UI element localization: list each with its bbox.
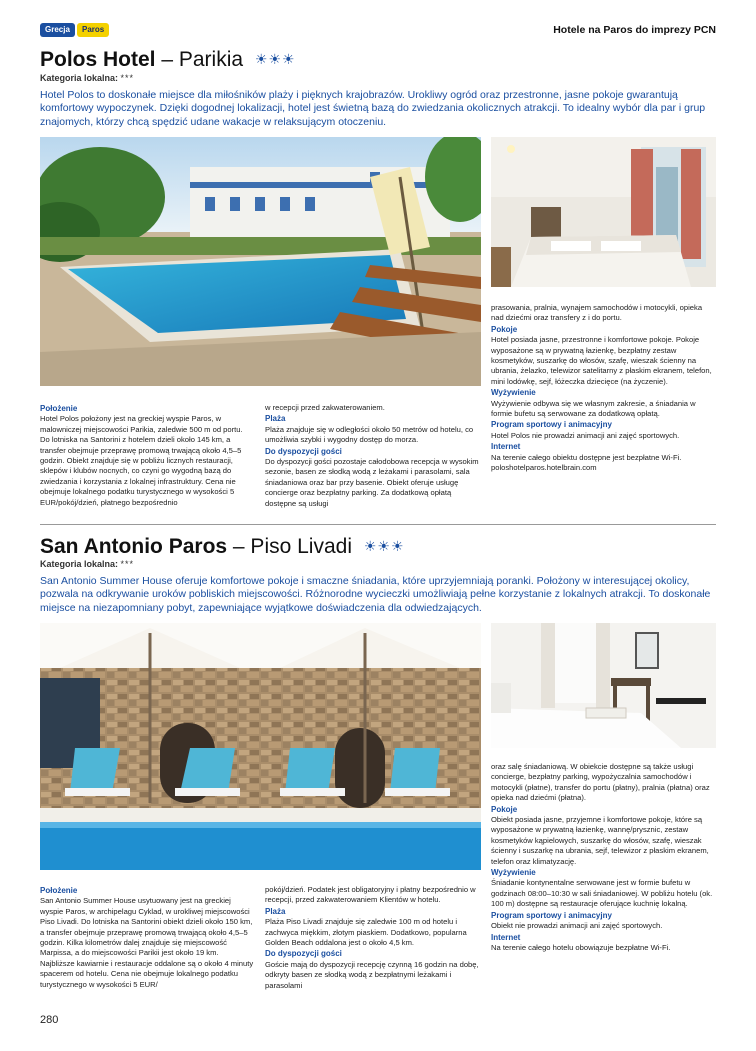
category-stars: *** <box>120 73 135 83</box>
text-column <box>265 403 479 509</box>
room-photo <box>491 137 716 287</box>
hotel-intro: Hotel Polos to doskonałe miejsce dla miłośników plaży i pięknych krajobrazów. Urokliwy ogród oraz przestronne, jasne pokoje gwarantują komfortowy wypoczynek. Dzięki dogodnej lokalizacji, hotel jest świetną bazą do zwiedzania okolicznych atrakcji. To idealny wybór dla par i grup znajomych, którzy chcą spędzić udane wakacje w relaksującym otoczeniu. <box>40 89 706 128</box>
sun-rating-icon: ☀☀☀ <box>254 51 296 67</box>
sun-rating-icon: ☀☀☀ <box>363 538 405 554</box>
hotel-website[interactable]: poloshotelparos.hotelbrain.com <box>491 463 597 473</box>
text-column <box>40 885 254 990</box>
paragraph: Hotel Polos nie prowadzi animacji ani zajęć sportowych. <box>491 430 680 440</box>
category-label: Kategoria lokalna: <box>40 559 119 569</box>
paragraph: Obiekt posiada jasne, przyjemne i komfortowe pokoje, które są wyposażone w prywatną łazienkę, wannę/prysznic, zestaw kosmetyków kąpielowych, suszarkę do włosów, szafę, wieszak ścienny i suszarkę na ubrania, sejf, telewizor z płaskim ekranem, telefon oraz klimatyzację. <box>491 815 709 866</box>
pool-photo <box>40 623 481 870</box>
paragraph: Plaża Piso Livadi znajduje się zaledwie 100 m od hotelu i zachwyca miękkim, złotym piaskiem. Dodatkowo, popularna Golden Beach oddalona jest o około 4,5 km. <box>265 917 467 948</box>
paragraph: Na terenie całego obiektu dostępne jest bezpłatne Wi-Fi. <box>491 452 682 462</box>
paragraph: pokój/dzień. Podatek jest obligatoryjny i płatny bezpośrednio w recepcji, przed zakwaterowaniem Klientów w hotelu. <box>265 885 476 905</box>
section-heading: Wyżywienie <box>491 868 536 878</box>
section-heading: Do dyspozycji gości <box>265 949 342 959</box>
text-column <box>491 303 716 474</box>
paragraph: prasowania, pralnia, wynajem samochodów i motocykli, opieka nad dziećmi oraz transfery z i do portu. <box>491 303 703 323</box>
section-heading: Program sportowy i animacyjny <box>491 910 612 920</box>
paragraph: Plaża znajduje się w odległości około 50 metrów od hotelu, co umożliwia szybki i wygodny dostęp do morza. <box>265 424 474 445</box>
text-column <box>40 403 254 508</box>
paragraph: San Antonio Summer House usytuowany jest na greckiej wyspie Paros, w archipelagu Cyklad, w urokliwej miejscowości Piso Livadi. Do lotniska na Santorini obiekt dzieli około 150 km, a transfer obejmuje przeprawę promową trwającą około 4,5–5 godzin. Kilka kilometrów dalej znajduje się miejscowość Marpissa, a do miejscowości Parikii jest około 19 km. Najbliższe kawiarnie i restauracje oddalone są o około 4 minuty spacerem od hotelu. Cena nie obejmuje lokalnego podatku turystycznego w wysokości 5 EUR/ <box>40 896 254 989</box>
hotel-title <box>40 534 405 559</box>
hotel-location: – Piso Livadi <box>232 535 352 558</box>
section-heading: Program sportowy i animacyjny <box>491 420 612 430</box>
paragraph: Obiekt nie prowadzi animacji ani zajęć sportowych. <box>491 921 663 931</box>
local-category <box>40 73 134 83</box>
section-heading: Położenie <box>40 404 78 413</box>
paragraph: Hotel Polos położony jest na greckiej wyspie Paros, w malowniczej miejscowości Parikia, zaledwie 500 m od portu. Do lotniska na Santorini z hotelem dzieli około 145 km, a transfer obejmuje przeprawę promową trwającą około 4,5–5 godzin. Obiekt znajduje się w pobliżu licznych restauracji, sklepów i klubów nocnych, co czyni go wygodną bazą do zwiedzania i korzystania z lokalnej infrastruktury. Cena nie obejmuje lokalnego podatku turystycznego w wysokości 5 EUR/pokój/dzień, płatnego bezpośrednio <box>40 414 243 507</box>
paragraph: Wyżywienie odbywa się we własnym zakresie, a śniadania w formie bufetu są serwowane za dodatkową opłatą. <box>491 398 696 419</box>
paragraph: Hotel posiada jasne, przestronne i komfortowe pokoje. Pokoje wyposażone są w prywatną łazienkę, bezpłatny zestaw kosmetyków, suszarkę do włosów, szafę, wieszak ścienny na ubrania, żelazko, telewizor satelitarny z płaskim ekranem, telefon, mini lodówkę, sejf, łóżeczka dziecięce (na życzenie). <box>491 335 712 386</box>
hotel-name: San Antonio Paros <box>40 535 228 558</box>
hotel-name: Polos Hotel <box>40 48 156 71</box>
section-title: Hotele na Paros do imprezy PCN <box>553 24 716 36</box>
paragraph: Na terenie całego hotelu obowiązuje bezpłatne Wi-Fi. <box>491 942 671 952</box>
hotel-title <box>40 47 296 72</box>
paragraph: w recepcji przed zakwaterowaniem. <box>265 403 385 412</box>
section-heading: Plaża <box>265 906 286 916</box>
paragraph: oraz salę śniadaniową. W obiekcie dostępne są także usługi concierge, bezpłatny parking, wypożyczalnia samochodów i motocykli (płatne), transfer do portu (płatny), pralnia (płatna) oraz opieka nad dziećmi (płatna). <box>491 762 710 803</box>
section-divider <box>40 524 716 525</box>
local-category <box>40 559 134 569</box>
text-column <box>265 885 479 991</box>
country-tag: Grecja <box>40 23 75 37</box>
page-number: 280 <box>40 1014 59 1026</box>
hotel-location: – Parikia <box>161 48 244 71</box>
hotel-intro: San Antonio Summer House oferuje komfortowe pokoje i smaczne śniadania, które uprzyjemniają poranki. Położony w interesującej okolicy, pozwala na odkrywanie uroków pobliskich miejscowości. Różnorodne wycieczki umożliwiają pełne korzystanie z lokalnych atrakcji. To doskonałe miejsce na niezapomniany pobyt, zapewniające wyjątkowe doświadczenia dla odwiedzających. <box>40 575 711 614</box>
section-heading: Plaża <box>265 414 286 424</box>
section-heading: Pokoje <box>491 324 518 334</box>
category-label: Kategoria lokalna: <box>40 73 119 83</box>
category-stars: *** <box>120 559 135 569</box>
paragraph: Śniadanie kontynentalne serwowane jest w formie bufetu w godzinach 08:00–10:30 w sali śniadaniowej. W pobliżu hotelu (ok. 100 m) dostępne są restauracje oferujące kuchnię lokalną. <box>491 878 713 909</box>
pool-photo <box>40 137 481 386</box>
paragraph: Goście mają do dyspozycji recepcję czynną 16 godzin na dobę, odkryty basen ze słodką wodą z bezpłatnymi leżakami i parasolami <box>265 959 479 990</box>
section-heading: Internet <box>491 442 521 452</box>
text-column <box>491 762 716 953</box>
section-heading: Położenie <box>40 886 78 895</box>
paragraph: Do dyspozycji gości pozostaje całodobowa recepcja w wysokim sezonie, basen ze słodką wodą z leżakami i parasolami, sala śniadaniowa oraz bar przy basenie. Obiekt oferuje usługę concierge oraz bezpłatny parking. Za dodatkową opłatą dostępne są usługi <box>265 457 479 508</box>
section-heading: Pokoje <box>491 804 518 814</box>
section-heading: Internet <box>491 932 521 942</box>
island-tag: Paros <box>77 23 109 37</box>
section-heading: Wyżywienie <box>491 388 536 398</box>
room-photo <box>491 623 716 748</box>
section-heading: Do dyspozycji gości <box>265 446 342 456</box>
